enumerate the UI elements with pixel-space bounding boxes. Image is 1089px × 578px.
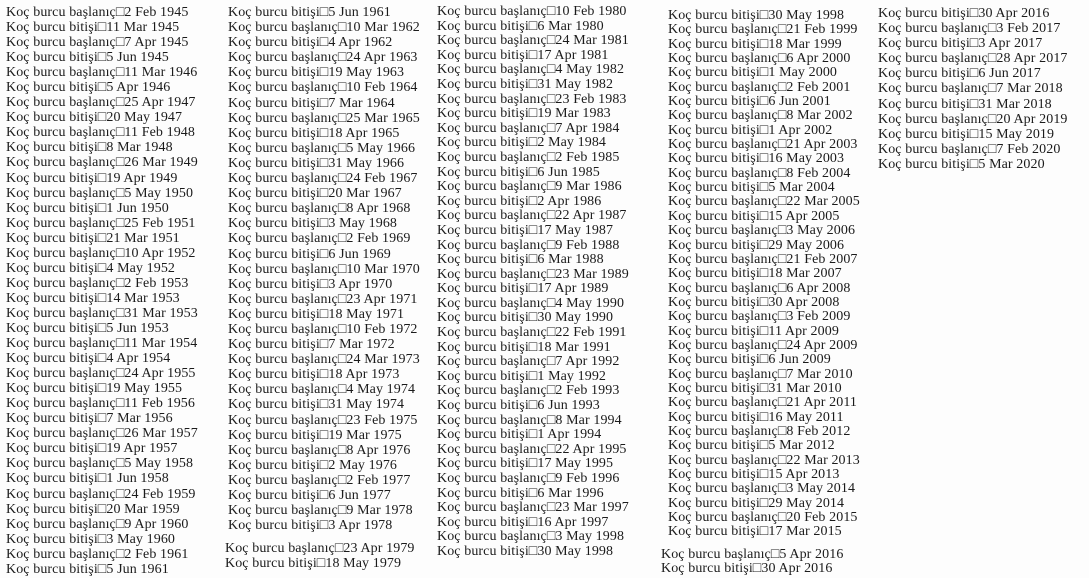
date-entry-line: Koç burcu bitişi□11 Mar 1945 <box>6 20 180 36</box>
date-entry-line: Koç burcu bitişi□17 Apr 1989 <box>437 281 609 297</box>
date-entry-line: Koç burcu bitişi□3 Apr 1970 <box>228 276 393 292</box>
date-entry-line: Koç burcu bitişi□7 Mar 1964 <box>228 95 395 111</box>
date-entry-line: Koç burcu başlanıç□11 Mar 1946 <box>6 65 198 81</box>
date-entry-line: Koç burcu başlanıç□3 May 1998 <box>437 529 625 545</box>
date-entry-line: Koç burcu başlanıç□24 Apr 1955 <box>6 366 196 382</box>
date-entry-line: Koç burcu başlanıç□25 Feb 1951 <box>6 215 196 231</box>
date-entry-line: Koç burcu başlanıç□7 Feb 2020 <box>878 141 1061 157</box>
date-entry-line: Koç burcu bitişi□3 May 1968 <box>228 216 398 232</box>
date-entry-line: Koç burcu bitişi□30 Apr 2008 <box>668 294 840 310</box>
date-entry-line: Koç burcu bitişi□6 Mar 1988 <box>437 252 604 268</box>
date-entry-line: Koç burcu bitişi□1 May 1992 <box>437 368 607 384</box>
date-entry-line: Koç burcu başlanıç□2 Feb 2001 <box>668 79 851 95</box>
text-column-4 <box>661 8 860 577</box>
date-entry-line: Koç burcu bitişi□17 Mar 2015 <box>668 524 842 540</box>
date-entry-line: Koç burcu başlanıç□22 Mar 2005 <box>668 194 860 210</box>
date-entry-line: Koç burcu başlanıç□24 Mar 1981 <box>437 33 629 49</box>
date-entry-line: Koç burcu başlanıç□9 Feb 1996 <box>437 471 620 486</box>
text-column-1 <box>6 5 198 577</box>
date-entry-line: Koç burcu başlanıç□2 Feb 1977 <box>228 472 411 488</box>
date-entry-line: Koç burcu başlanıç□26 Mar 1949 <box>6 155 198 171</box>
date-entry-line: Koç burcu başlanıç□23 Mar 1989 <box>437 266 629 282</box>
date-entry-line: Koç burcu başlanıç□10 Mar 1970 <box>228 261 420 277</box>
date-entry-line: Koç burcu başlanıç□26 Mar 1957 <box>6 426 198 442</box>
date-entry-line: Koç burcu bitişi□20 Mar 1959 <box>6 501 180 517</box>
date-entry-line: Koç burcu bitişi□19 May 1955 <box>6 381 183 397</box>
date-entry-line: Koç burcu bitişi□18 Apr 1965 <box>228 125 400 141</box>
date-entry-line: Koç burcu bitişi□20 May 1947 <box>6 110 183 126</box>
date-entry-line: Koç burcu bitişi□3 Apr 2017 <box>878 36 1043 52</box>
date-entry-line: Koç burcu bitişi□16 May 2011 <box>668 409 844 425</box>
date-entry-line: Koç burcu başlanıç□4 May 1982 <box>437 62 625 78</box>
date-entry-line: Koç burcu başlanıç□7 Apr 1945 <box>6 35 189 51</box>
date-entry-line: Koç burcu başlanıç□9 Feb 1988 <box>437 237 620 253</box>
date-entry-line: Koç burcu başlanıç□9 Mar 1978 <box>228 503 413 519</box>
date-entry-line: Koç burcu bitişi□5 Apr 1946 <box>6 80 171 96</box>
date-entry-line: Koç burcu bitişi□5 Mar 2004 <box>668 180 835 196</box>
date-entry-line: Koç burcu başlanıç□5 May 1958 <box>6 456 194 472</box>
date-entry-line: Koç burcu başlanıç□22 Apr 1987 <box>437 208 627 224</box>
date-entry-line: Koç burcu bitişi□18 Apr 1973 <box>228 367 400 383</box>
date-entry-line: Koç burcu başlanıç□20 Feb 2015 <box>668 510 858 526</box>
date-entry-line: Koç burcu başlanıç□9 Mar 1986 <box>437 179 622 195</box>
date-entry-line: Koç burcu bitişi□29 May 2006 <box>668 237 845 253</box>
date-entry-line: Koç burcu başlanıç□23 Mar 1997 <box>437 500 629 516</box>
date-entry-line: Koç burcu başlanıç□22 Apr 1995 <box>437 441 627 457</box>
date-entry-line: Koç burcu başlanıç□24 Feb 1959 <box>6 486 196 502</box>
text-column-5 <box>878 6 1068 172</box>
date-entry-line: Koç burcu başlanıç□10 Feb 1972 <box>228 321 418 337</box>
date-entry-line: Koç burcu başlanıç□24 Mar 1973 <box>228 352 420 368</box>
date-entry-line: Koç burcu başlanıç□10 Apr 1952 <box>6 245 196 261</box>
date-entry-line: Koç burcu bitişi□30 May 1990 <box>437 310 614 326</box>
date-entry-line: Koç burcu bitişi□1 Jun 1958 <box>6 471 169 487</box>
date-entry-line: Koç burcu başlanıç□24 Apr 1963 <box>228 50 418 66</box>
date-entry-line: Koç burcu bitişi□18 Mar 1991 <box>437 339 611 355</box>
date-entry-line: Koç burcu başlanıç□21 Apr 2011 <box>668 395 858 411</box>
date-entry-line: Koç burcu başlanıç□8 Feb 2012 <box>668 423 851 439</box>
date-entry-line: Koç burcu bitişi□19 Apr 1957 <box>6 441 178 457</box>
date-entry-line: Koç burcu bitişi□30 Apr 2016 <box>878 6 1050 21</box>
date-entry-line: Koç burcu başlanıç□11 Feb 1956 <box>6 396 196 412</box>
date-entry-line: Koç burcu başlanıç□25 Apr 1947 <box>6 95 196 111</box>
date-entry-line: Koç burcu bitişi□18 Mar 2007 <box>668 266 842 282</box>
date-entry-line: Koç burcu başlanıç□21 Feb 1999 <box>668 22 858 38</box>
date-entry-line: Koç burcu başlanıç□5 May 1966 <box>228 140 416 156</box>
date-entry-line: Koç burcu bitişi□8 Mar 1948 <box>6 140 173 156</box>
date-entry-line: Koç burcu başlanıç□23 Apr 1971 <box>228 291 418 307</box>
date-entry-line: Koç burcu bitişi□31 May 1966 <box>228 155 405 171</box>
date-entry-line: Koç burcu bitişi□1 May 2000 <box>668 65 838 81</box>
date-entry-line: Koç burcu bitişi□31 May 1982 <box>437 76 614 92</box>
date-entry-line: Koç burcu başlanıç□8 Apr 1968 <box>228 201 411 217</box>
date-entry-line: Koç burcu bitişi□1 Jun 1950 <box>6 200 169 216</box>
date-entry-line: Koç burcu başlanıç□21 Feb 2007 <box>668 251 858 267</box>
date-entry-line: Koç burcu başlanıç□25 Mar 1965 <box>228 110 420 126</box>
date-entry-line: Koç burcu başlanıç□2 Feb 1953 <box>6 275 189 291</box>
date-entry-line: Koç burcu bitişi□19 May 1963 <box>228 65 405 81</box>
date-entry-line: Koç burcu başlanıç□23 Apr 1979 <box>225 541 415 557</box>
date-entry-line: Koç burcu bitişi□5 Jun 1945 <box>6 50 169 66</box>
date-entry-line: Koç burcu bitişi□4 Apr 1962 <box>228 35 393 51</box>
date-entry-line: Koç burcu bitişi□4 Apr 1954 <box>6 351 171 367</box>
date-entry-line: Koç burcu başlanıç□10 Mar 1962 <box>228 20 420 36</box>
date-entry-line: Koç burcu bitişi□5 Mar 2020 <box>878 156 1045 172</box>
date-entry-line: Koç burcu başlanıç□6 Apr 2000 <box>668 51 851 67</box>
date-entry-line: Koç burcu bitişi□1 Apr 1994 <box>437 427 602 443</box>
date-entry-line: Koç burcu başlanıç□7 Apr 1984 <box>437 120 620 136</box>
date-entry-line: Koç burcu başlanıç□9 Apr 1960 <box>6 516 189 532</box>
date-entry-line: Koç burcu başlanıç□2 Feb 1961 <box>6 546 189 562</box>
date-entry-line: Koç burcu bitişi□6 Jun 2017 <box>878 66 1041 82</box>
date-entry-line: Koç burcu bitişi□11 Apr 2009 <box>668 323 839 339</box>
date-entry-line: Koç burcu bitişi□4 May 1952 <box>6 260 176 276</box>
date-entry-line: Koç burcu başlanıç□5 May 1950 <box>6 185 194 201</box>
date-entry-line: Koç burcu başlanıç□3 Feb 2017 <box>878 21 1061 37</box>
date-entry-line: Koç burcu bitişi□17 May 1995 <box>437 456 614 472</box>
date-entry-line: Koç burcu başlanıç□3 May 2006 <box>668 223 856 239</box>
date-entry-line: Koç burcu başlanıç□4 May 1990 <box>437 295 625 311</box>
date-entry-line: Koç burcu bitişi□6 Mar 1980 <box>437 18 604 34</box>
date-entry-line: Koç burcu başlanıç□28 Apr 2017 <box>878 51 1068 67</box>
date-entry-line: Koç burcu bitişi□3 Apr 1978 <box>228 518 393 534</box>
date-entry-line: Koç burcu bitişi□5 Jun 1953 <box>6 320 169 336</box>
date-entry-line: Koç burcu bitişi□6 Jun 2009 <box>668 352 831 368</box>
date-entry-line: Koç burcu bitişi□6 Mar 1996 <box>437 485 604 501</box>
date-entry-line: Koç burcu başlanıç□2 Feb 1945 <box>6 5 189 20</box>
date-entry-line: Koç burcu bitişi□5 Jun 1961 <box>228 5 391 20</box>
date-entry-line: Koç burcu bitişi□30 Apr 2016 <box>661 561 833 577</box>
date-entry-line: Koç burcu bitişi□31 May 1974 <box>228 397 405 413</box>
date-entry-line: Koç burcu başlanıç□7 Mar 2018 <box>878 81 1063 97</box>
date-entry-line: Koç burcu başlanıç□2 Feb 1969 <box>228 231 411 247</box>
date-entry-line: Koç burcu başlanıç□22 Mar 2013 <box>668 452 860 468</box>
date-entry-line: Koç burcu başlanıç□2 Feb 1993 <box>437 383 620 399</box>
date-entry-line: Koç burcu bitişi□6 Jun 1969 <box>228 246 391 262</box>
date-entry-line: Koç burcu bitişi□19 Apr 1949 <box>6 170 178 186</box>
date-entry-line: Koç burcu başlanıç□8 Apr 1976 <box>228 442 411 458</box>
date-entry-line: Koç burcu bitişi□6 Jun 1993 <box>437 398 600 414</box>
date-entry-line: Koç burcu başlanıç□2 Feb 1985 <box>437 149 620 165</box>
date-entry-line: Koç burcu başlanıç□5 Apr 2016 <box>661 546 844 562</box>
date-entry-line: Koç burcu başlanıç□4 May 1974 <box>228 382 416 398</box>
date-entry-line: Koç burcu bitişi□15 May 2019 <box>878 126 1055 142</box>
date-entry-line: Koç burcu bitişi□5 Jun 1961 <box>6 561 169 577</box>
date-entry-line: Koç burcu bitişi□29 May 2014 <box>668 495 845 511</box>
date-entry-line: Koç burcu bitişi□30 May 1998 <box>668 8 845 23</box>
date-entry-line: Koç burcu bitişi□6 Jun 1985 <box>437 164 600 180</box>
date-entry-line: Koç burcu başlanıç□6 Apr 2008 <box>668 280 851 296</box>
date-entry-line: Koç burcu başlanıç□21 Apr 2003 <box>668 137 858 153</box>
date-entry-line: Koç burcu bitişi□31 Mar 2010 <box>668 380 842 396</box>
date-entry-line: Koç burcu başlanıç□23 Feb 1975 <box>228 412 418 428</box>
date-entry-line: Koç burcu bitişi□16 Apr 1997 <box>437 514 609 530</box>
text-column-3 <box>437 5 629 560</box>
date-entry-line: Koç burcu başlanıç□8 Feb 2004 <box>668 165 851 181</box>
date-entry-line: Koç burcu başlanıç□31 Mar 1953 <box>6 305 198 321</box>
date-entry-line: Koç burcu başlanıç□11 Mar 1954 <box>6 336 198 352</box>
date-entry-line: Koç burcu başlanıç□3 Feb 2009 <box>668 309 851 325</box>
date-entry-line: Koç burcu başlanıç□7 Mar 2010 <box>668 366 853 382</box>
date-entry-line: Koç burcu bitişi□18 Mar 1999 <box>668 36 842 52</box>
date-entry-line: Koç burcu başlanıç□23 Feb 1983 <box>437 91 627 107</box>
date-entry-line: Koç burcu bitişi□18 May 1979 <box>225 556 402 572</box>
date-entry-line: Koç burcu bitişi□2 Apr 1986 <box>437 193 602 209</box>
date-entry-line: Koç burcu başlanıç□24 Apr 2009 <box>668 337 858 353</box>
date-entry-line: Koç burcu bitişi□7 Mar 1956 <box>6 411 173 427</box>
date-entry-line: Koç burcu bitişi□21 Mar 1951 <box>6 230 180 246</box>
text-column-2 <box>225 5 420 572</box>
date-entry-line: Koç burcu bitişi□17 Apr 1981 <box>437 47 609 63</box>
date-entry-line: Koç burcu bitişi□1 Apr 2002 <box>668 122 833 138</box>
date-entry-line: Koç burcu bitişi□18 May 1971 <box>228 306 405 322</box>
date-entry-line: Koç burcu bitişi□3 May 1960 <box>6 531 176 547</box>
date-entry-line: Koç burcu bitişi□14 Mar 1953 <box>6 290 180 306</box>
date-entry-line: Koç burcu bitişi□20 Mar 1967 <box>228 186 402 202</box>
date-entry-line: Koç burcu başlanıç□11 Feb 1948 <box>6 125 196 141</box>
date-entry-line: Koç burcu başlanıç□24 Feb 1967 <box>228 171 418 187</box>
date-entry-line: Koç burcu bitişi□19 Mar 1983 <box>437 106 611 122</box>
date-entry-line: Koç burcu başlanıç□3 May 2014 <box>668 481 856 497</box>
date-entry-line: Koç burcu bitişi□30 May 1998 <box>437 543 614 559</box>
date-entry-line: Koç burcu bitişi□16 May 2003 <box>668 151 845 167</box>
date-entry-line: Koç burcu bitişi□19 Mar 1975 <box>228 427 402 443</box>
date-entry-line: Koç burcu bitişi□6 Jun 2001 <box>668 94 831 110</box>
date-entry-line: Koç burcu bitişi□15 Apr 2005 <box>668 208 840 224</box>
date-entry-line: Koç burcu bitişi□2 May 1984 <box>437 135 607 151</box>
date-entry-line: Koç burcu başlanıç□8 Mar 1994 <box>437 412 622 428</box>
date-entry-line: Koç burcu bitişi□5 Mar 2012 <box>668 438 835 454</box>
date-entry-line: Koç burcu başlanıç□22 Feb 1991 <box>437 325 627 341</box>
date-entry-line: Koç burcu başlanıç□10 Feb 1964 <box>228 80 418 96</box>
date-entry-line: Koç burcu başlanıç□8 Mar 2002 <box>668 108 853 124</box>
date-entry-line: Koç burcu bitişi□6 Jun 1977 <box>228 488 391 503</box>
date-entry-line: Koç burcu bitişi□17 May 1987 <box>437 222 614 238</box>
date-entry-line: Koç burcu bitişi□31 Mar 2018 <box>878 96 1052 112</box>
date-entry-line: Koç burcu başlanıç□10 Feb 1980 <box>437 4 627 19</box>
date-entry-line: Koç burcu bitişi□7 Mar 1972 <box>228 337 395 353</box>
date-entry-line: Koç burcu başlanıç□20 Apr 2019 <box>878 111 1068 127</box>
date-entry-line: Koç burcu bitişi□2 May 1976 <box>228 457 398 473</box>
date-entry-line: Koç burcu bitişi□15 Apr 2013 <box>668 467 840 482</box>
date-entry-line: Koç burcu başlanıç□7 Apr 1992 <box>437 354 620 370</box>
